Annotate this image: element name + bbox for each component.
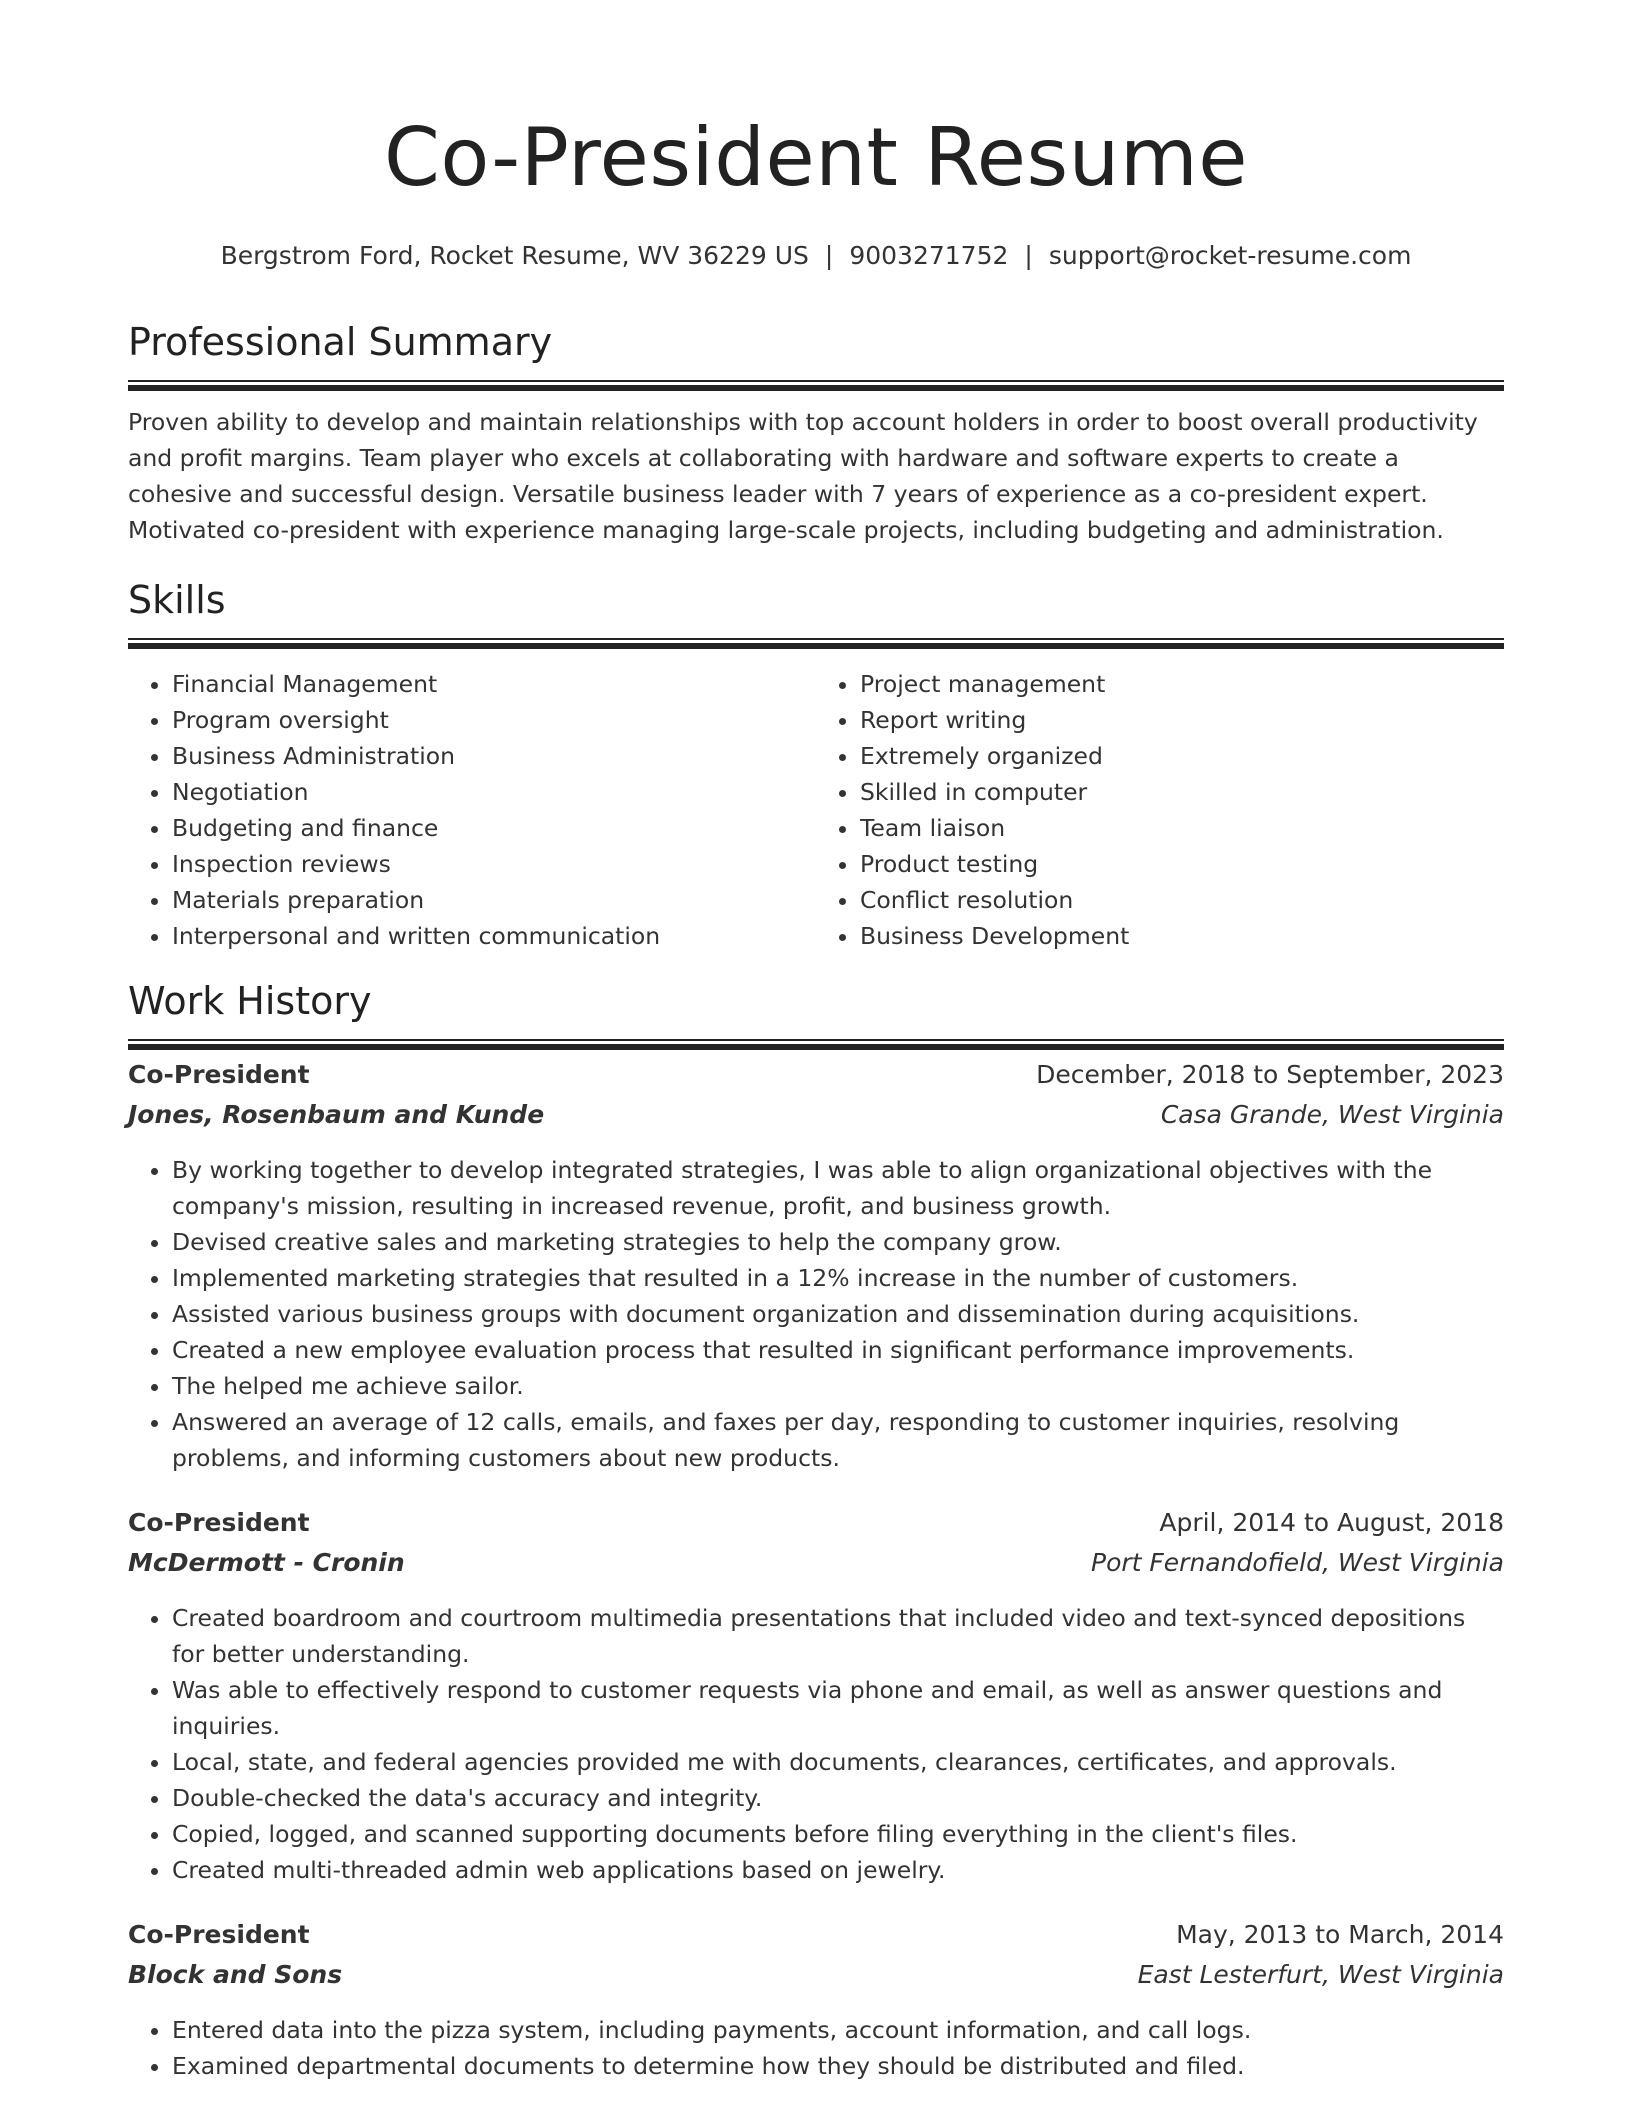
- job-duty: • Created multi-threaded admin web applications based on jewelry.: [172, 1852, 1504, 1888]
- job-duty: • Created boardroom and courtroom multimedia presentations that included video and text-synced depositions for better understanding.: [172, 1600, 1504, 1672]
- job-title-row: [128, 1508, 1504, 1548]
- skills-section-header: [128, 576, 1504, 649]
- job-duty: • Assisted various business groups with document organization and dissemination during acquisitions.: [172, 1296, 1504, 1332]
- section-divider: [128, 638, 1504, 649]
- skill-item: • Inspection reviews: [172, 846, 816, 882]
- skills-heading: Skills: [128, 578, 226, 622]
- job-title: Co-President: [128, 1508, 310, 1537]
- job-entry: [128, 1920, 1504, 2084]
- contact-separator: |: [824, 241, 834, 270]
- skill-item: • Interpersonal and written communication: [172, 918, 816, 954]
- skill-item: • Project management: [860, 666, 1504, 702]
- job-dates: April, 2014 to August, 2018: [1159, 1508, 1504, 1537]
- job-duty: • Examined departmental documents to determine how they should be distributed and filed.: [172, 2048, 1504, 2084]
- job-dates: December, 2018 to September, 2023: [1036, 1060, 1504, 1089]
- job-location: Casa Grande, West Virginia: [1160, 1100, 1504, 1129]
- job-duty: • By working together to develop integrated strategies, I was able to align organizational objectives with the company's mission, resulting in increased revenue, profit, and business growth.: [172, 1152, 1504, 1224]
- job-company: Block and Sons: [128, 1960, 343, 1989]
- skills-column-left: [128, 666, 816, 954]
- job-duty: • Was able to effectively respond to customer requests via phone and email, as well as answer questions and inquiries.: [172, 1672, 1504, 1744]
- job-title: Co-President: [128, 1060, 310, 1089]
- summary-section-header: [128, 318, 1504, 391]
- job-entry: [128, 1508, 1504, 1888]
- contact-email: support@rocket-resume.com: [1048, 241, 1412, 270]
- skill-item: • Negotiation: [172, 774, 816, 810]
- skill-item: • Product testing: [860, 846, 1504, 882]
- skill-item: • Materials preparation: [172, 882, 816, 918]
- skill-item: • Financial Management: [172, 666, 816, 702]
- work-section-header: [128, 977, 1504, 1050]
- skill-item: • Extremely organized: [860, 738, 1504, 774]
- job-duty: • Answered an average of 12 calls, emails, and faxes per day, responding to customer inquiries, resolving problems, and informing customers about new products.: [172, 1404, 1504, 1476]
- job-company: Jones, Rosenbaum and Kunde: [128, 1100, 545, 1129]
- contact-line: [128, 240, 1504, 272]
- job-company-row: [128, 1100, 1504, 1140]
- skill-item: • Team liaison: [860, 810, 1504, 846]
- job-duty: • Double-checked the data's accuracy and integrity.: [172, 1780, 1504, 1816]
- job-duties: [128, 1152, 1504, 1476]
- section-divider: [128, 1039, 1504, 1050]
- job-company-row: [128, 1548, 1504, 1588]
- job-entry: [128, 1060, 1504, 1476]
- job-location: East Lesterfurt, West Virginia: [1137, 1960, 1504, 1989]
- job-duty: • Entered data into the pizza system, including payments, account information, and call logs.: [172, 2012, 1504, 2048]
- job-duties: [128, 2012, 1504, 2084]
- job-dates: May, 2013 to March, 2014: [1176, 1920, 1504, 1949]
- job-duty: • The helped me achieve sailor.: [172, 1368, 1504, 1404]
- job-duty: • Devised creative sales and marketing strategies to help the company grow.: [172, 1224, 1504, 1260]
- summary-heading: Professional Summary: [128, 320, 553, 364]
- job-company-row: [128, 1960, 1504, 2000]
- contact-phone: 9003271752: [849, 241, 1009, 270]
- job-duty: • Implemented marketing strategies that resulted in a 12% increase in the number of customers.: [172, 1260, 1504, 1296]
- skill-item: • Report writing: [860, 702, 1504, 738]
- work-heading: Work History: [128, 979, 372, 1023]
- section-divider: [128, 380, 1504, 391]
- skill-item: • Skilled in computer: [860, 774, 1504, 810]
- job-title: Co-President: [128, 1920, 310, 1949]
- skill-item: • Budgeting and finance: [172, 810, 816, 846]
- job-duties: [128, 1600, 1504, 1888]
- skill-item: • Business Administration: [172, 738, 816, 774]
- skill-item: • Conflict resolution: [860, 882, 1504, 918]
- summary-text: Proven ability to develop and maintain relationships with top account holders in order to boost overall productivity and profit margins. Team player who excels at collaborating with hardware and software experts to create a cohesive and successful design. Versatile business leader with 7 years of experience as a co-president expert. Motivated co-president with experience managing large-scale projects, including budgeting and administration.: [128, 408, 1478, 544]
- job-duty: • Local, state, and federal agencies provided me with documents, clearances, certificates, and approvals.: [172, 1744, 1504, 1780]
- skill-item: • Program oversight: [172, 702, 816, 738]
- job-company: McDermott - Cronin: [128, 1548, 405, 1577]
- contact-address: Bergstrom Ford, Rocket Resume, WV 36229 US: [220, 241, 809, 270]
- job-title-row: [128, 1060, 1504, 1100]
- contact-separator: |: [1024, 241, 1033, 270]
- skills-column-right: [816, 666, 1504, 954]
- job-duty: • Copied, logged, and scanned supporting documents before filing everything in the client's files.: [172, 1816, 1504, 1852]
- resume-title: Co-President Resume: [384, 111, 1248, 204]
- job-location: Port Fernandofield, West Virginia: [1091, 1548, 1504, 1577]
- job-duty: • Created a new employee evaluation process that resulted in significant performance improvements.: [172, 1332, 1504, 1368]
- skills-list: [128, 666, 1504, 954]
- job-title-row: [128, 1920, 1504, 1960]
- skill-item: • Business Development: [860, 918, 1504, 954]
